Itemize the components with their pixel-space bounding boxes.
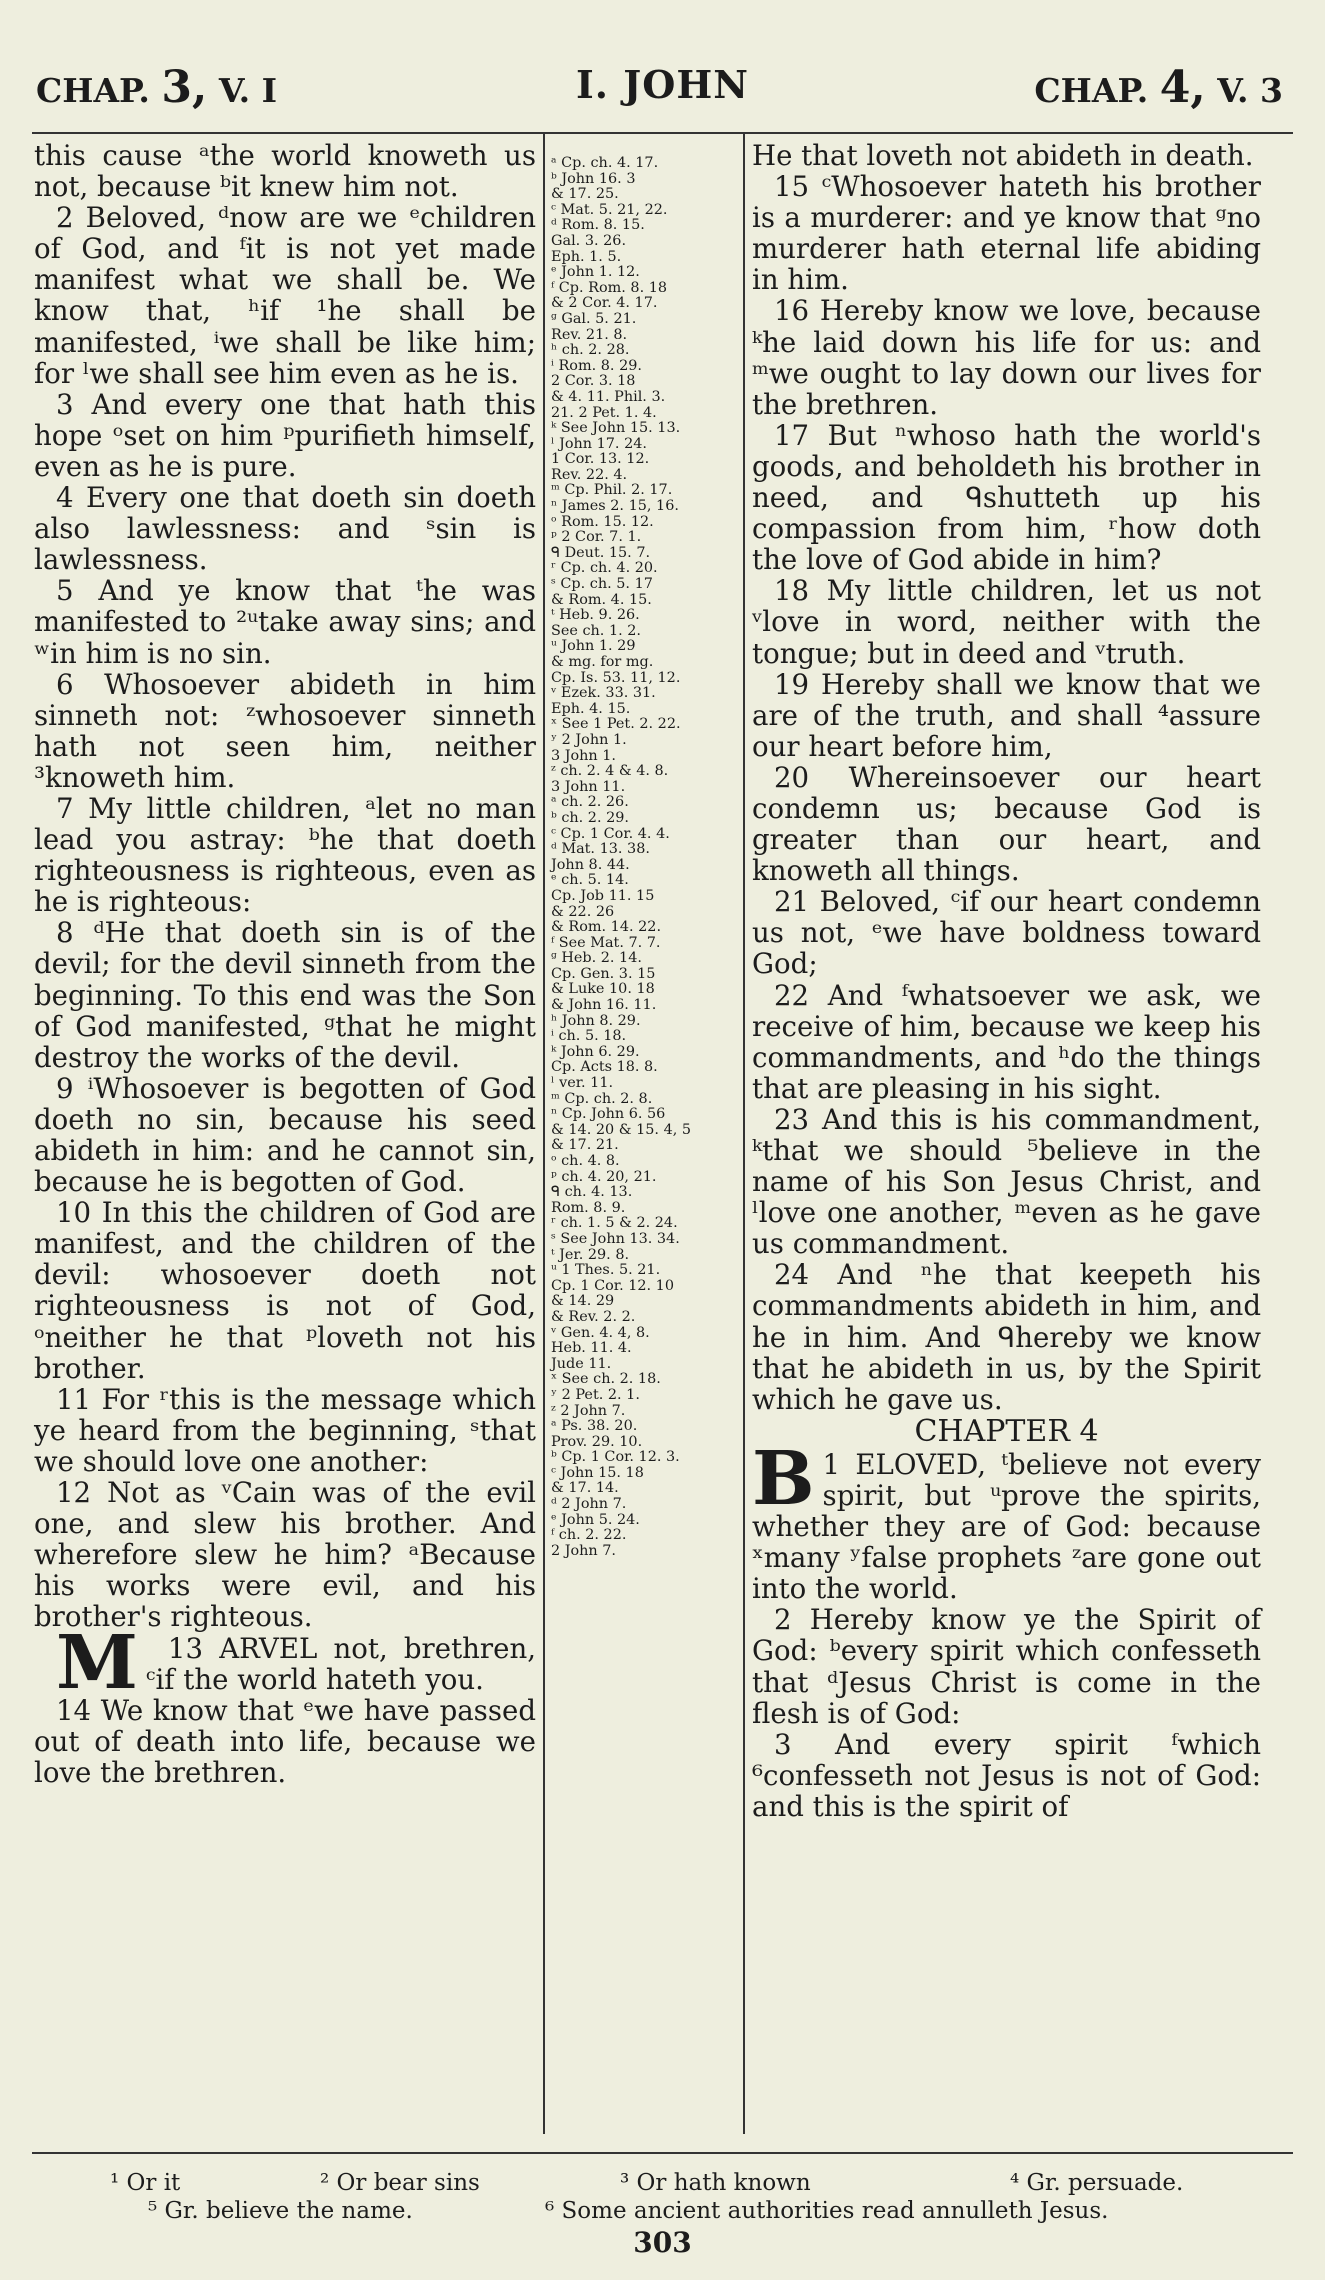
footnote-5: ⁵ Gr. believe the name.	[148, 2198, 413, 2224]
verse-text: ARVEL not, brethren, ᶜif the world hateth you.	[145, 1631, 536, 1696]
verse-number: 1	[822, 1447, 841, 1481]
cross-reference: ᵈ Rom. 8. 15. Gal. 3. 26. Eph. 1. 5.	[551, 217, 645, 265]
cross-reference: ᶠ ch. 2. 22. 2 John 7.	[551, 1527, 627, 1559]
cross-reference: ʸ 2 Pet. 2. 1.	[551, 1386, 640, 1403]
cross-reference: ᶜ Cp. 1 Cor. 4. 4.	[551, 825, 670, 842]
verse-paragraph: 3 And every one that hath this hope ᵒset on him ᵖpurifieth himself, even as he is pure.	[34, 387, 536, 483]
cross-reference: ᵉ ch. 5. 14. Cp. Job 11. 15 & 22. 26 & Rom. 14. 22.	[551, 872, 662, 936]
verse-paragraph: 20 Whereinsoever our heart condemn us; because God is greater than our heart, and knoweth all things.	[752, 760, 1261, 888]
cross-reference: ᵏ John 6. 29. Cp. Acts 18. 8.	[551, 1043, 658, 1076]
verse-paragraph: 15 ᶜWhosoever hateth his brother is a murderer: and ye know that ᵍno murderer hath eternal life abiding in him.	[752, 170, 1261, 297]
cross-reference: ᵛ Gen. 4. 4, 8. Heb. 11. 4. Jude 11.	[551, 1324, 650, 1372]
verse-paragraph: 18 My little children, let us not ᵛlove in word, neither with the tongue; but in deed and ᵛtruth.	[752, 574, 1261, 670]
cross-reference: ᑫ Deut. 15. 7.	[551, 544, 651, 561]
running-header	[32, 62, 1293, 122]
verse-paragraph: 22 And ᶠwhatsoever we ask, we receive of him, because we keep his commandments, and ʰdo the things that are pleasing in his sight.	[752, 978, 1261, 1105]
chapter-4-verse-1	[752, 1435, 1261, 1606]
cross-reference: ᵇ ch. 2. 29.	[551, 809, 629, 826]
cross-reference: ᵖ 2 Cor. 7. 1.	[551, 529, 642, 546]
cross-reference: ᵖ ch. 4. 20, 21.	[551, 1168, 657, 1185]
cross-reference: ᶻ ch. 2. 4 & 4. 8. 3 John 11.	[551, 763, 669, 795]
verse-paragraph: this cause ᵃthe world knoweth us not, because ᵇit knew him not.	[34, 139, 536, 204]
cross-reference: ʰ ch. 2. 28.	[551, 342, 630, 359]
cross-reference: ⁱ ch. 5. 18.	[551, 1028, 627, 1045]
header-right-reference: CHAP. 4, V. 3	[1034, 62, 1283, 113]
chapter-4-verse-3: 3 And every spirit ᶠwhich ⁶confesseth not Jesus is not of God: and this is the spirit of	[752, 1727, 1261, 1823]
cross-reference: ⁿ James 2. 15, 16.	[551, 498, 679, 515]
verse-paragraph	[34, 1619, 536, 1706]
verse-text: ELOVED, ᵗbelieve not every spirit, but ᵘprove the spirits, whether they are of God: because ˣmany ʸfalse prophets ᶻare gone out into the world.	[752, 1447, 1261, 1606]
cross-reference: ˣ See 1 Pet. 2. 22.	[551, 716, 681, 733]
cross-reference: ᵍ Heb. 2. 14. Cp. Gen. 3. 15 & Luke 10. 18 & John 16. 11.	[551, 950, 657, 1014]
verse-paragraph: 14 We know that ᵉwe have passed out of death into life, because we love the brethren.	[34, 1693, 536, 1789]
chapter-4-verse-2: 2 Hereby know ye the Spirit of God: ᵇevery spirit which confesseth that ᵈJesus Christ is come in the flesh is of God:	[752, 1603, 1261, 1730]
cross-reference: ˢ Cp. ch. 5. 17 & Rom. 4. 15.	[551, 576, 653, 608]
footnote-1: ¹ Or it	[110, 2170, 181, 2196]
cross-reference: ⁿ Cp. John 6. 56 & 14. 20 & 15. 4, 5 & 17. 21.	[551, 1106, 692, 1154]
column-divider-right	[743, 134, 745, 2134]
cross-reference: ᶠ Cp. Rom. 8. 18 & 2 Cor. 4. 17.	[551, 279, 668, 312]
cross-reference: ᵃ ch. 2. 26.	[551, 794, 629, 811]
cross-reference: ˡ John 17. 24. 1 Cor. 13. 12. Rev. 22. 4.	[551, 435, 650, 483]
cross-reference: ʸ 2 John 1. 3 John 1.	[551, 731, 627, 764]
right-text-column	[752, 140, 1261, 1822]
footnote-4: ⁴ Gr. persuade.	[1010, 2170, 1184, 2196]
cross-reference: ˡ ver. 11.	[551, 1075, 614, 1092]
footnote-6: ⁶ Some ancient authorities read annulleth Jesus.	[545, 2198, 1109, 2224]
cross-reference: ᶠ See Mat. 7. 7.	[551, 934, 661, 951]
page-number: 303	[633, 2226, 692, 2259]
cross-reference: ᵗ Jer. 29. 8.	[551, 1246, 630, 1263]
cross-reference: ᵒ ch. 4. 8.	[551, 1153, 620, 1169]
drop-cap-letter: M	[56, 1619, 138, 1706]
verse-paragraph: 9 ⁱWhosoever is begotten of God doeth no sin, because his seed abideth in him: and he cannot sin, because he is begotten of God.	[34, 1071, 536, 1199]
cross-reference: ᵘ John 1. 29 & mg. for mg. Cp. Is. 53. 11, 12.	[551, 638, 681, 686]
verse-paragraph: 12 Not as ᵛCain was of the evil one, and slew his brother. And wherefore slew he him? ᵃBecause his works were evil, and his brother's righteous.	[34, 1476, 536, 1634]
cross-reference: ᵇ Cp. 1 Cor. 12. 3.	[551, 1449, 680, 1466]
cross-reference: ᵐ Cp. Phil. 2. 17.	[551, 482, 673, 499]
drop-cap-letter: B	[752, 1435, 815, 1522]
header-rule	[32, 132, 1293, 134]
chapter-heading: CHAPTER 4	[914, 1413, 1099, 1449]
cross-reference: ᵈ 2 John 7.	[551, 1496, 627, 1513]
verse-paragraph: 8 ᵈHe that doeth sin is of the devil; for the devil sinneth from the beginning. To this end was the Son of God manifested, ᵍthat he might destroy the works of the devil.	[34, 916, 536, 1074]
verse-paragraph: 6 Whosoever abideth in him sinneth not: ᶻwhosoever sinneth hath not seen him, neither ³knoweth him.	[34, 667, 536, 794]
cross-reference: ʳ ch. 1. 5 & 2. 24.	[551, 1215, 678, 1232]
cross-reference: ⁱ Rom. 8. 29. 2 Cor. 3. 18 & 4. 11. Phil. 3. 21. 2 Pet. 1. 4.	[551, 357, 666, 421]
verse-paragraph: 2 Beloved, ᵈnow are we ᵉchildren of God, and ᶠit is not yet made manifest what we shall be. We know that, ʰif ¹he shall be manifested, ⁱwe shall be like him; for ˡwe shall see him even as he is.	[34, 201, 536, 390]
cross-reference-column	[551, 156, 743, 1559]
verse-paragraph: 7 My little children, ᵃlet no man lead you astray: ᵇhe that doeth righteousness is righteous, even as he is righteous:	[34, 791, 536, 919]
cross-reference: ᶻ 2 John 7.	[551, 1402, 626, 1419]
cross-reference: ᵇ John 16. 3 & 17. 25.	[551, 170, 636, 203]
cross-reference: ᶜ John 15. 18 & 17. 14.	[551, 1464, 644, 1497]
cross-reference: ʳ Cp. ch. 4. 20.	[551, 560, 658, 577]
cross-reference: ᵏ See John 15. 13.	[551, 420, 681, 437]
cross-reference: ᶜ Mat. 5. 21, 22.	[551, 201, 668, 218]
footnote-2: ² Or bear sins	[320, 2170, 480, 2196]
left-text-column	[34, 140, 536, 1788]
verse-paragraph: 23 And this is his commandment, ᵏthat we should ⁵believe in the name of his Son Jesus Christ, and ˡlove one another, ᵐeven as he gave us commandment.	[752, 1102, 1261, 1261]
verse-paragraph: 19 Hereby shall we know that we are of the truth, and shall ⁴assure our heart before him,	[752, 667, 1261, 763]
verse-paragraph: 4 Every one that doeth sin doeth also lawlessness: and ˢsin is lawlessness.	[34, 481, 536, 577]
cross-reference: ᵐ Cp. ch. 2. 8.	[551, 1090, 653, 1107]
verse-paragraph: 5 And ye know that ᵗhe was manifested to ²ᵘtake away sins; and ʷin him is no sin.	[34, 574, 536, 670]
verse-paragraph: 16 Hereby know we love, because ᵏhe laid down his life for us: and ᵐwe ought to lay down our lives for the brethren.	[752, 294, 1261, 421]
verse-paragraph: 24 And ⁿhe that keepeth his commandments abideth in him, and he in him. And ᑫhereby we know that he abideth in us, by the Spirit which he gave us.	[752, 1258, 1261, 1416]
cross-reference: ᵗ Heb. 9. 26. See ch. 1. 2.	[551, 607, 641, 639]
cross-reference: ᵃ Cp. ch. 4. 17.	[551, 155, 659, 171]
footnote-3: ³ Or hath known	[620, 2170, 811, 2196]
cross-reference: ᵘ 1 Thes. 5. 21. Cp. 1 Cor. 12. 10 & 14. 29 & Rev. 2. 2.	[551, 1262, 674, 1325]
verse-paragraph: 21 Beloved, ᶜif our heart condemn us not, ᵉwe have boldness toward God;	[752, 885, 1261, 981]
cross-reference: ᵃ Ps. 38. 20. Prov. 29. 10.	[551, 1418, 643, 1450]
verse-paragraph: 17 But ⁿwhoso hath the world's goods, and beholdeth his brother in need, and ᑫshutteth up his compassion from him, ʳhow doth the love of God abide in him?	[752, 418, 1261, 577]
verse-paragraph: 10 In this the children of God are manifest, and the children of the devil: whosoever doeth not righteousness is not of God, ᵒneither he that ᵖloveth not his brother.	[34, 1196, 536, 1385]
cross-reference: ᵒ Rom. 15. 12.	[551, 513, 654, 530]
verse-number: 13	[167, 1631, 220, 1665]
cross-reference: ᵍ Gal. 5. 21. Rev. 21. 8.	[551, 310, 637, 343]
cross-reference: ˣ See ch. 2. 18.	[551, 1371, 661, 1388]
cross-reference: ᵛ Ezek. 33. 31. Eph. 4. 15.	[551, 685, 656, 717]
verse-paragraph: 11 For ʳthis is the message which ye heard from the beginning, ˢthat we should love one another:	[34, 1382, 536, 1478]
header-left-reference: CHAP. 3, V. I	[36, 62, 278, 113]
footnote-rule	[32, 2152, 1293, 2154]
column-divider-left	[543, 134, 545, 2134]
cross-reference: ʰ John 8. 29.	[551, 1012, 641, 1029]
cross-reference: ᵉ John 1. 12.	[551, 264, 640, 281]
cross-reference: ᵉ John 5. 24.	[551, 1511, 640, 1528]
cross-reference: ˢ See John 13. 34.	[551, 1230, 680, 1247]
cross-reference: ᵈ Mat. 13. 38. John 8. 44.	[551, 841, 650, 873]
verse-paragraph: He that loveth not abideth in death.	[752, 139, 1254, 172]
cross-reference: ᑫ ch. 4. 13. Rom. 8. 9.	[551, 1184, 633, 1216]
book-title: I. JOHN	[576, 62, 749, 107]
